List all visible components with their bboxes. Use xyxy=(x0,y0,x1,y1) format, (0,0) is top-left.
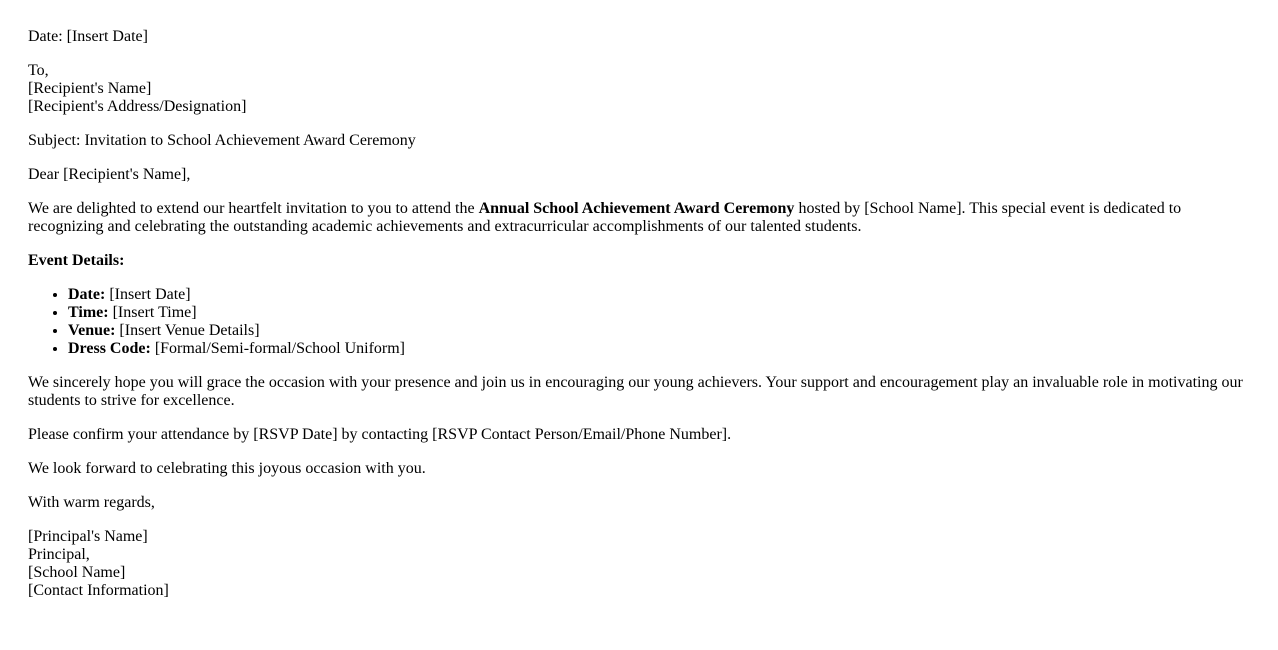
recipient-block xyxy=(28,62,1250,116)
detail-item-date xyxy=(68,286,1250,304)
detail-value: [Insert Venue Details] xyxy=(115,322,260,339)
invitation-letter xyxy=(28,28,1250,616)
detail-label: Time: xyxy=(68,304,109,321)
rsvp-paragraph: Please confirm your attendance by [RSVP Date] by contacting [RSVP Contact Person/Email/Phone Number]. xyxy=(28,426,732,443)
hope-paragraph: We sincerely hope you will grace the occasion with your presence and join us in encouraging our young achievers. Your support and encouragement play an invaluable role in motivating our students to strive for excellence. xyxy=(28,374,1243,409)
salutation: Dear [Recipient's Name], xyxy=(28,166,191,183)
detail-label: Dress Code: xyxy=(68,340,151,357)
intro-text-after: hosted by [School Name]. This special event is dedicated to recognizing and celebrating the outstanding academic achievements and extracurricular accomplishments of our talented students. xyxy=(28,200,1182,235)
school-name: [School Name] xyxy=(28,564,126,581)
detail-item-dress-code xyxy=(68,340,1250,358)
contact-information: [Contact Information] xyxy=(28,582,169,599)
subject-line: Subject: Invitation to School Achievement Award Ceremony xyxy=(28,132,416,149)
recipient-address: [Recipient's Address/Designation] xyxy=(28,98,247,115)
intro-text-before: We are delighted to extend our heartfelt invitation to you to attend the xyxy=(28,200,479,217)
detail-value: [Insert Date] xyxy=(105,286,191,303)
event-details-list xyxy=(28,286,1250,358)
intro-paragraph xyxy=(28,200,1250,236)
sign-off: With warm regards, xyxy=(28,494,155,511)
detail-item-venue xyxy=(68,322,1250,340)
event-name: Annual School Achievement Award Ceremony xyxy=(478,200,795,217)
detail-label: Date: xyxy=(68,286,106,303)
principal-name: [Principal's Name] xyxy=(28,528,148,545)
signature-block xyxy=(28,528,1250,600)
date-line: Date: [Insert Date] xyxy=(28,28,148,45)
detail-item-time xyxy=(68,304,1250,322)
recipient-name: [Recipient's Name] xyxy=(28,80,152,97)
to-label: To, xyxy=(28,62,49,79)
detail-value: [Formal/Semi-formal/School Uniform] xyxy=(150,340,405,357)
detail-label: Venue: xyxy=(68,322,116,339)
detail-value: [Insert Time] xyxy=(108,304,197,321)
principal-title: Principal, xyxy=(28,546,90,563)
event-details-heading: Event Details: xyxy=(28,252,125,269)
closing-paragraph: We look forward to celebrating this joyous occasion with you. xyxy=(28,460,426,477)
